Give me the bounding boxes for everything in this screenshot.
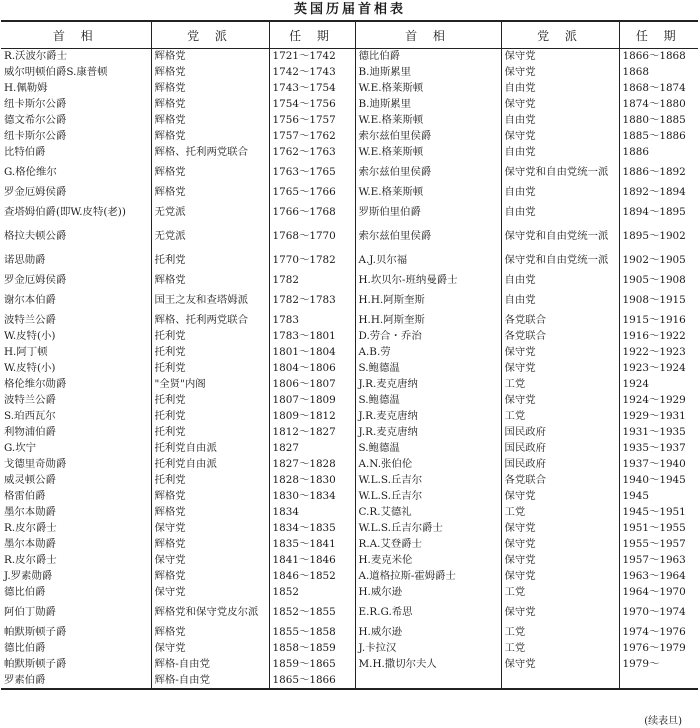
term-cell: 1766～1768	[269, 201, 355, 225]
term-cell: 1846～1852	[269, 569, 355, 585]
party-cell: 托利党	[151, 329, 269, 345]
term-cell: 1756～1757	[269, 113, 355, 129]
party-cell: 保守党	[501, 345, 619, 361]
prime-minister-cell: 帕默斯顿子爵	[4, 626, 67, 638]
party-cell: 自由党	[501, 201, 619, 225]
prime-minister-cell: H.佩勒姆	[4, 82, 48, 94]
term-cell: 1754～1756	[269, 97, 355, 113]
table-row	[1, 345, 698, 361]
term-cell: 1763～1765	[269, 161, 355, 185]
term-cell: 1828～1830	[269, 473, 355, 489]
prime-minister-cell: A.J.贝尔福	[355, 249, 501, 273]
prime-minister-cell: W.L.S.丘吉尔爵士	[355, 521, 501, 537]
prime-minister-cell: W.L.S.丘吉尔	[355, 489, 501, 505]
prime-minister-cell: W.皮特(小)	[4, 362, 56, 374]
term-cell: 1868～1874	[619, 81, 698, 97]
party-cell: 保守党	[501, 553, 619, 569]
party-cell: 辉格党	[151, 49, 269, 65]
term-cell: 1915～1916	[619, 313, 698, 329]
table-row	[1, 409, 698, 425]
prime-minister-cell: H.H.阿斯奎斯	[355, 289, 501, 313]
party-cell: 辉格、托利两党联合	[151, 145, 269, 161]
party-cell: 托利党	[151, 473, 269, 489]
prime-minister-cell: J.R.麦克唐纳	[355, 409, 501, 425]
prime-minister-cell: B.迪斯累里	[355, 65, 501, 81]
prime-minister-cell: 德比伯爵	[4, 642, 46, 654]
table-row	[1, 537, 698, 553]
term-cell: 1835～1841	[269, 537, 355, 553]
party-cell: 辉格党	[151, 113, 269, 129]
term-cell: 1830～1834	[269, 489, 355, 505]
table-row	[1, 249, 698, 273]
term-cell: 1852～1855	[269, 601, 355, 625]
prime-minister-cell: A.B.劳	[355, 345, 501, 361]
table-row	[1, 673, 698, 689]
term-cell: 1908～1915	[619, 289, 698, 313]
party-cell: 自由党	[501, 145, 619, 161]
party-cell: 保守党	[501, 65, 619, 81]
prime-minister-cell: 罗斯伯里伯爵	[355, 201, 501, 225]
header-term: 任 期	[269, 21, 355, 49]
term-cell: 1841～1846	[269, 553, 355, 569]
prime-minister-cell: 谢尔本伯爵	[4, 294, 56, 306]
party-cell: 辉格党	[151, 161, 269, 185]
term-cell: 1923～1924	[619, 361, 698, 377]
term-cell: 1743～1754	[269, 81, 355, 97]
party-cell: 工党	[501, 377, 619, 393]
party-cell: 自由党	[501, 113, 619, 129]
term-cell: 1957～1963	[619, 553, 698, 569]
table-row	[1, 505, 698, 521]
term-cell: 1895～1902	[619, 225, 698, 249]
prime-minister-cell: S.鲍德温	[355, 393, 501, 409]
party-cell: 保守党	[501, 129, 619, 145]
term-cell: 1945～1951	[619, 505, 698, 521]
prime-minister-cell: 格伦维尔勋爵	[4, 378, 67, 390]
table-header-row	[1, 21, 698, 49]
prime-minister-cell: J.R.麦克唐纳	[355, 377, 501, 393]
prime-minister-cell: 德比伯爵	[355, 49, 501, 65]
party-cell: 辉格、托利两党联合	[151, 313, 269, 329]
term-cell: 1782～1783	[269, 289, 355, 313]
party-cell: 保守党	[501, 521, 619, 537]
term-cell: 1976～1979	[619, 641, 698, 657]
prime-minister-cell: 索尔兹伯里侯爵	[355, 225, 501, 249]
party-cell: 辉格党	[151, 65, 269, 81]
party-cell: 保守党	[151, 585, 269, 601]
prime-minister-cell: H.阿丁顿	[4, 346, 48, 358]
party-cell: 辉格-自由党	[151, 657, 269, 673]
term-cell: 1935～1937	[619, 441, 698, 457]
prime-minister-cell	[355, 673, 501, 689]
prime-minister-cell: 罗金厄姆侯爵	[4, 274, 67, 286]
table-row	[1, 201, 698, 225]
term-cell: 1855～1858	[269, 625, 355, 641]
party-cell: 辉格党	[151, 81, 269, 97]
term-cell: 1762～1763	[269, 145, 355, 161]
table-row	[1, 145, 698, 161]
prime-minister-cell: 纽卡斯尔公爵	[4, 98, 67, 110]
prime-minister-cell: R.皮尔爵士	[4, 554, 57, 566]
party-cell: 自由党	[501, 81, 619, 97]
party-cell: 保守党	[501, 97, 619, 113]
term-cell: 1868	[619, 65, 698, 81]
term-cell: 1807～1809	[269, 393, 355, 409]
prime-minister-cell: 墨尔本勋爵	[4, 538, 56, 550]
table-row	[1, 97, 698, 113]
party-cell: 托利党	[151, 409, 269, 425]
table-row	[1, 585, 698, 601]
term-cell	[619, 673, 698, 689]
term-cell: 1940～1945	[619, 473, 698, 489]
term-cell: 1886	[619, 145, 698, 161]
term-cell: 1970～1974	[619, 601, 698, 625]
table-row	[1, 129, 698, 145]
prime-minister-cell: A.道格拉斯-霍姆爵士	[355, 569, 501, 585]
prime-minister-cell: W.E.格莱斯顿	[355, 185, 501, 201]
table-row	[1, 161, 698, 185]
term-cell: 1804～1806	[269, 361, 355, 377]
table-row	[1, 49, 698, 65]
prime-minister-cell: W.L.S.丘吉尔	[355, 473, 501, 489]
term-cell: 1886～1892	[619, 161, 698, 185]
prime-minister-cell: W.E.格莱斯顿	[355, 145, 501, 161]
term-cell: 1880～1885	[619, 113, 698, 129]
table-row	[1, 521, 698, 537]
table-row	[1, 225, 698, 249]
prime-minister-cell: 诺思勋爵	[4, 254, 46, 266]
party-cell: 工党	[501, 409, 619, 425]
header-term: 任 期	[619, 21, 698, 49]
party-cell: 工党	[501, 625, 619, 641]
term-cell: 1916～1922	[619, 329, 698, 345]
table-body	[1, 49, 698, 689]
continued-note: (续表旦)	[644, 716, 682, 727]
party-cell: 无党派	[151, 225, 269, 249]
term-cell: 1801～1804	[269, 345, 355, 361]
table-row	[1, 393, 698, 409]
table-row	[1, 361, 698, 377]
term-cell: 1945	[619, 489, 698, 505]
prime-minister-cell: J.罗素勋爵	[4, 570, 53, 582]
term-cell: 1874～1880	[619, 97, 698, 113]
prime-minister-cell: H.麦克米伦	[355, 553, 501, 569]
prime-minister-cell: 波特兰公爵	[4, 314, 56, 326]
party-cell: 保守党和自由党统一派	[501, 249, 619, 273]
term-cell: 1834	[269, 505, 355, 521]
term-cell: 1827～1828	[269, 457, 355, 473]
table-row	[1, 641, 698, 657]
prime-minister-cell: C.R.艾德礼	[355, 505, 501, 521]
term-cell: 1721～1742	[269, 49, 355, 65]
party-cell: 保守党	[501, 489, 619, 505]
table-row	[1, 473, 698, 489]
party-cell: 保守党和自由党统一派	[501, 225, 619, 249]
prime-minister-cell: B.迪斯累里	[355, 97, 501, 113]
table-row	[1, 657, 698, 673]
prime-minister-cell: 墨尔本勋爵	[4, 506, 56, 518]
party-cell: 各党联合	[501, 473, 619, 489]
term-cell: 1858～1859	[269, 641, 355, 657]
term-cell: 1757～1762	[269, 129, 355, 145]
prime-minister-cell: W.E.格莱斯顿	[355, 81, 501, 97]
party-cell: 辉格党	[151, 489, 269, 505]
term-cell: 1894～1895	[619, 201, 698, 225]
party-cell: 保守党	[501, 601, 619, 625]
term-cell: 1955～1957	[619, 537, 698, 553]
party-cell: 辉格党	[151, 129, 269, 145]
table-row	[1, 569, 698, 585]
table-row	[1, 185, 698, 201]
party-cell: 工党	[501, 641, 619, 657]
prime-minister-cell: M.H.撒切尔夫人	[355, 657, 501, 673]
party-cell: 国民政府	[501, 425, 619, 441]
party-cell: 自由党	[501, 289, 619, 313]
party-cell: 国王之友和查塔姆派	[151, 289, 269, 313]
table-row	[1, 625, 698, 641]
term-cell: 1964～1970	[619, 585, 698, 601]
prime-minister-cell: G.格伦维尔	[4, 166, 57, 178]
prime-minister-cell: 波特兰公爵	[4, 394, 56, 406]
prime-minister-cell: G.坎宁	[4, 442, 37, 454]
table-row	[1, 313, 698, 329]
table-row	[1, 601, 698, 625]
header-party: 党 派	[501, 21, 619, 49]
prime-minister-cell: S.珀西瓦尔	[4, 410, 56, 422]
table-row	[1, 425, 698, 441]
prime-minister-cell: 查塔姆伯爵(即W.皮特(老))	[4, 206, 126, 218]
party-cell: 保守党	[151, 521, 269, 537]
term-cell: 1974～1976	[619, 625, 698, 641]
party-cell: 托利党自由派	[151, 441, 269, 457]
party-cell: 各党联合	[501, 313, 619, 329]
table-row	[1, 289, 698, 313]
party-cell: 国民政府	[501, 457, 619, 473]
prime-minister-cell: J.卡拉汉	[355, 641, 501, 657]
party-cell: "全贤"内阁	[151, 377, 269, 393]
term-cell: 1931～1935	[619, 425, 698, 441]
prime-minister-cell: A.N.张伯伦	[355, 457, 501, 473]
party-cell: 托利党	[151, 345, 269, 361]
party-cell: 保守党和自由党统一派	[501, 161, 619, 185]
term-cell: 1922～1923	[619, 345, 698, 361]
table-row	[1, 65, 698, 81]
term-cell: 1742～1743	[269, 65, 355, 81]
party-cell: 保守党	[501, 569, 619, 585]
prime-minister-cell: 利物浦伯爵	[4, 426, 56, 438]
term-cell: 1905～1908	[619, 273, 698, 289]
term-cell: 1951～1955	[619, 521, 698, 537]
party-cell: 辉格党	[151, 569, 269, 585]
prime-minister-cell: S.鲍德温	[355, 361, 501, 377]
party-cell: 托利党自由派	[151, 457, 269, 473]
prime-minister-cell: 索尔兹伯里侯爵	[355, 129, 501, 145]
header-pm: 首 相	[1, 21, 151, 49]
prime-minister-cell: 索尔兹伯里侯爵	[355, 161, 501, 185]
party-cell: 自由党	[501, 273, 619, 289]
prime-minister-cell: J.R.麦克唐纳	[355, 425, 501, 441]
prime-minister-cell: 纽卡斯尔公爵	[4, 130, 67, 142]
term-cell: 1902～1905	[619, 249, 698, 273]
party-cell: 保守党	[501, 393, 619, 409]
term-cell: 1783	[269, 313, 355, 329]
table-row	[1, 113, 698, 129]
party-cell: 辉格党	[151, 537, 269, 553]
header-party: 党 派	[151, 21, 269, 49]
prime-minister-cell: H.坎贝尔-班纳曼爵士	[355, 273, 501, 289]
prime-minister-cell: 罗金厄姆侯爵	[4, 186, 67, 198]
term-cell: 1770～1782	[269, 249, 355, 273]
party-cell: 辉格党和保守党皮尔派	[151, 601, 269, 625]
term-cell: 1979～	[619, 657, 698, 673]
table-row	[1, 441, 698, 457]
table-row	[1, 81, 698, 97]
prime-minister-cell: W.E.格莱斯顿	[355, 113, 501, 129]
party-cell: 保守党	[501, 657, 619, 673]
term-cell: 1963～1964	[619, 569, 698, 585]
prime-minister-cell: H.威尔逊	[355, 585, 501, 601]
party-cell	[501, 673, 619, 689]
prime-minister-cell: 比特伯爵	[4, 146, 46, 158]
party-cell: 保守党	[151, 553, 269, 569]
party-cell: 保守党	[501, 537, 619, 553]
term-cell: 1859～1865	[269, 657, 355, 673]
table-row	[1, 457, 698, 473]
term-cell: 1866～1868	[619, 49, 698, 65]
table-row	[1, 377, 698, 393]
term-cell: 1937～1940	[619, 457, 698, 473]
term-cell: 1924	[619, 377, 698, 393]
table-row	[1, 553, 698, 569]
party-cell: 无党派	[151, 201, 269, 225]
term-cell: 1806～1807	[269, 377, 355, 393]
prime-minister-cell: 格拉夫顿公爵	[4, 230, 67, 242]
term-cell: 1765～1766	[269, 185, 355, 201]
header-pm: 首 相	[355, 21, 501, 49]
party-cell: 各党联合	[501, 329, 619, 345]
prime-minister-cell: 威灵顿公爵	[4, 474, 56, 486]
prime-minister-cell: H.威尔逊	[355, 625, 501, 641]
term-cell: 1809～1812	[269, 409, 355, 425]
term-cell: 1885～1886	[619, 129, 698, 145]
party-cell: 工党	[501, 505, 619, 521]
prime-minister-cell: 德比伯爵	[4, 586, 46, 598]
term-cell: 1865～1866	[269, 673, 355, 689]
term-cell: 1852	[269, 585, 355, 601]
party-cell: 保守党	[501, 361, 619, 377]
term-cell: 1892～1894	[619, 185, 698, 201]
page-title: 英国历届首相表	[293, 2, 406, 17]
party-cell: 保守党	[151, 641, 269, 657]
prime-minister-cell: R.沃波尔爵士	[4, 50, 68, 63]
prime-minister-cell: D.劳合・乔治	[355, 329, 501, 345]
prime-minister-cell: 格雷伯爵	[4, 490, 46, 502]
party-cell: 托利党	[151, 361, 269, 377]
term-cell: 1827	[269, 441, 355, 457]
term-cell: 1768～1770	[269, 225, 355, 249]
prime-minister-cell: H.H.阿斯奎斯	[355, 313, 501, 329]
party-cell: 托利党	[151, 393, 269, 409]
prime-minister-cell: 威尔明顿伯爵S.康普顿	[4, 66, 108, 78]
table-row	[1, 329, 698, 345]
prime-minister-cell: 帕默斯顿子爵	[4, 658, 67, 670]
party-cell: 辉格党	[151, 505, 269, 521]
table-row	[1, 489, 698, 505]
prime-minister-cell: W.皮特(小)	[4, 330, 56, 342]
party-cell: 辉格-自由党	[151, 673, 269, 689]
prime-minister-cell: E.R.G.希思	[355, 601, 501, 625]
party-cell: 自由党	[501, 185, 619, 201]
party-cell: 工党	[501, 585, 619, 601]
prime-minister-cell: 戈德里奇勋爵	[4, 458, 67, 470]
prime-minister-cell: 罗素伯爵	[4, 673, 46, 686]
prime-minister-cell: 阿伯丁勋爵	[4, 606, 56, 618]
party-cell: 托利党	[151, 249, 269, 273]
term-cell: 1834～1835	[269, 521, 355, 537]
party-cell: 辉格党	[151, 273, 269, 289]
prime-minister-cell: S.鲍德温	[355, 441, 501, 457]
party-cell: 保守党	[501, 49, 619, 65]
prime-minister-cell: R.皮尔爵士	[4, 522, 57, 534]
prime-minister-cell: 德文希尔公爵	[4, 114, 67, 126]
prime-ministers-table	[1, 20, 698, 690]
term-cell: 1924～1929	[619, 393, 698, 409]
term-cell: 1783～1801	[269, 329, 355, 345]
term-cell: 1782	[269, 273, 355, 289]
prime-minister-cell: R.A.艾登爵士	[355, 537, 501, 553]
term-cell: 1929～1931	[619, 409, 698, 425]
table-row	[1, 273, 698, 289]
party-cell: 托利党	[151, 425, 269, 441]
party-cell: 辉格党	[151, 185, 269, 201]
party-cell: 辉格党	[151, 97, 269, 113]
term-cell: 1812～1827	[269, 425, 355, 441]
party-cell: 辉格党	[151, 625, 269, 641]
party-cell: 国民政府	[501, 441, 619, 457]
